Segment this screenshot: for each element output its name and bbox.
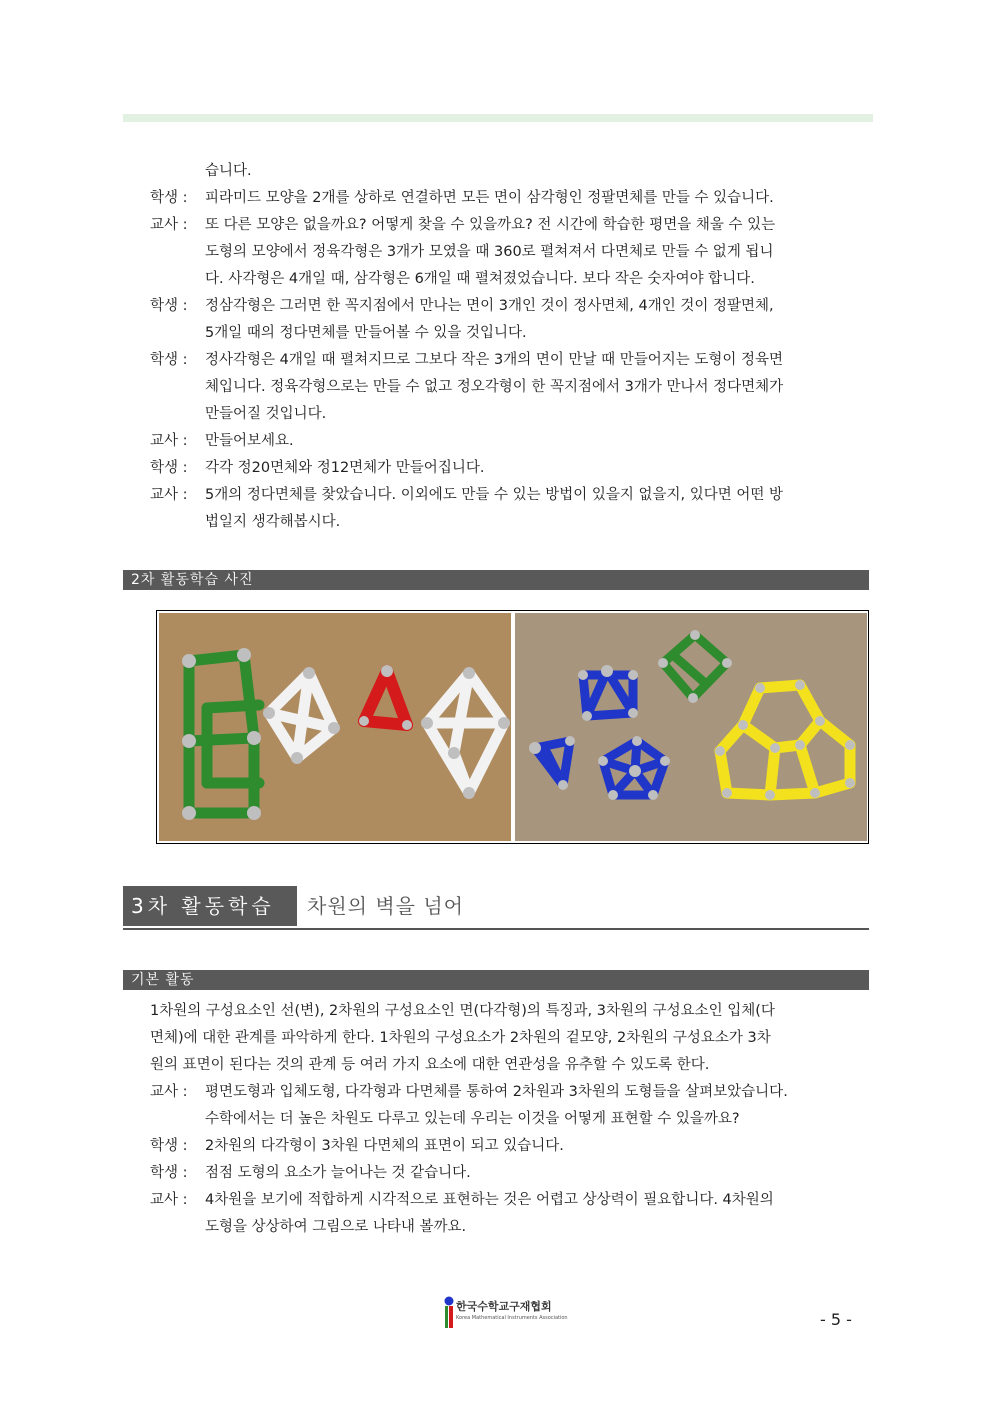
speaker-label: 교사 : bbox=[150, 1192, 188, 1208]
dialogue-text: 만들어보세요. bbox=[205, 433, 294, 449]
dialogue-line bbox=[150, 482, 874, 509]
dialogue-line bbox=[150, 1079, 874, 1106]
dialogue-text: 습니다. bbox=[205, 163, 252, 179]
dialogue-line bbox=[150, 266, 874, 293]
dialogue-line bbox=[150, 374, 874, 401]
speaker-label: 교사 : bbox=[150, 487, 188, 503]
speaker-label: 학생 : bbox=[150, 352, 188, 368]
speaker-label: 학생 : bbox=[150, 460, 188, 476]
intro-line: 면체)에 대한 관계를 파악하게 한다. 1차원의 구성요소가 2차원의 겉모양, 2차원의 구성요소가 3차 bbox=[150, 1030, 771, 1046]
dialogue-text: 수학에서는 더 높은 차원도 다루고 있는데 우리는 이것을 어떻게 표현할 수 있을까요? bbox=[205, 1111, 740, 1127]
dialogue-text: 피라미드 모양을 2개를 상하로 연결하면 모든 면이 삼각형인 정팔면체를 만들 수 있습니다. bbox=[205, 190, 774, 206]
section3-subtitle: 차원의 벽을 넘어 bbox=[307, 894, 464, 918]
dialogue-line bbox=[150, 401, 874, 428]
photo-polyhedra-1 bbox=[159, 613, 511, 841]
dialogue-text: 정사각형은 4개일 때 펼쳐지므로 그보다 작은 3개의 면이 만날 때 만들어지는 도형이 정육면 bbox=[205, 352, 784, 368]
dialogue-text: 4차원을 보기에 적합하게 시각적으로 표현하는 것은 어렵고 상상력이 필요합니다. 4차원의 bbox=[205, 1192, 774, 1208]
dialogue-line bbox=[150, 1214, 874, 1241]
dialogue-line bbox=[150, 428, 874, 455]
dialogue-block-1 bbox=[150, 158, 874, 536]
dialogue-text: 2차원의 다각형이 3차원 다면체의 표면이 되고 있습니다. bbox=[205, 1138, 564, 1154]
dialogue-text: 각각 정20면체와 정12면체가 만들어집니다. bbox=[205, 460, 485, 476]
association-logo bbox=[444, 1296, 568, 1332]
dialogue-line bbox=[150, 239, 874, 266]
speaker-label: 학생 : bbox=[150, 190, 188, 206]
dialogue-text: 도형의 모양에서 정육각형은 3개가 모였을 때 360로 펼쳐져서 다면체로 만들 수 없게 됩니 bbox=[205, 244, 774, 260]
dialogue-line bbox=[150, 320, 874, 347]
dialogue-line bbox=[150, 158, 874, 185]
logo-text: 한국수학교구재협회 bbox=[456, 1300, 552, 1313]
speaker-label: 교사 : bbox=[150, 433, 188, 449]
speaker-label: 교사 : bbox=[150, 1084, 188, 1100]
dialogue-text: 다. 사각형은 4개일 때, 삼각형은 6개일 때 펼쳐졌었습니다. 보다 작은 숫자여야 합니다. bbox=[205, 271, 755, 287]
section3-label: 3차 활동학습 bbox=[123, 886, 297, 926]
intro-line: 원의 표면이 된다는 것의 관계 등 여러 가지 요소에 대한 연관성을 유추할 수 있도록 한다. bbox=[150, 1057, 710, 1073]
dialogue-line bbox=[150, 1133, 874, 1160]
page-number: - 5 - bbox=[820, 1310, 852, 1329]
logo-mark-icon bbox=[444, 1296, 454, 1328]
dialogue-text: 평면도형과 입체도형, 다각형과 다면체를 통하여 2차원과 3차원의 도형들을 살펴보았습니다. bbox=[205, 1084, 788, 1100]
logo-subtext: Korea Mathematical Instruments Association bbox=[456, 1315, 568, 1321]
dialogue-text: 도형을 상상하여 그림으로 나타내 볼까요. bbox=[205, 1219, 467, 1235]
dialogue-text: 체입니다. 정육각형으로는 만들 수 없고 정오각형이 한 꼭지점에서 3개가 만나서 정다면체가 bbox=[205, 379, 784, 395]
dialogue-text: 5개일 때의 정다면체를 만들어볼 수 있을 것입니다. bbox=[205, 325, 527, 341]
dialogue-line bbox=[150, 1160, 874, 1187]
dialogue-line bbox=[150, 185, 874, 212]
dialogue-text: 정삼각형은 그러면 한 꼭지점에서 만나는 면이 3개인 것이 정사면체, 4개인 것이 정팔면체, bbox=[205, 298, 774, 314]
dialogue-line bbox=[150, 509, 874, 536]
speaker-label: 학생 : bbox=[150, 298, 188, 314]
section3-heading bbox=[123, 886, 869, 930]
dialogue-text: 점점 도형의 요소가 늘어나는 것 같습니다. bbox=[205, 1165, 471, 1181]
photo-section-title: 2차 활동학습 사진 bbox=[123, 570, 869, 590]
dialogue-text: 법일지 생각해봅시다. bbox=[205, 514, 341, 530]
dialogue-text: 만들어질 것입니다. bbox=[205, 406, 327, 422]
dialogue-block-2 bbox=[150, 998, 874, 1241]
dialogue-text: 5개의 정다면체를 찾았습니다. 이외에도 만들 수 있는 방법이 있을지 없을지, 있다면 어떤 방 bbox=[205, 487, 784, 503]
dialogue-line bbox=[150, 455, 874, 482]
speaker-label: 학생 : bbox=[150, 1138, 188, 1154]
intro-line: 1차원의 구성요소인 선(변), 2차원의 구성요소인 면(다각형)의 특징과, 3차원의 구성요소인 입체(다 bbox=[150, 1003, 775, 1019]
dialogue-line bbox=[150, 1187, 874, 1214]
speaker-label: 학생 : bbox=[150, 1165, 188, 1181]
dialogue-line bbox=[150, 347, 874, 374]
header-rule bbox=[123, 114, 873, 122]
dialogue-line bbox=[150, 293, 874, 320]
dialogue-line bbox=[150, 212, 874, 239]
dialogue-line bbox=[150, 1106, 874, 1133]
dialogue-text: 또 다른 모양은 없을까요? 어떻게 찾을 수 있을까요? 전 시간에 학습한 평면을 채울 수 있는 bbox=[205, 217, 776, 233]
photo-polyhedra-2 bbox=[515, 613, 867, 841]
activity-photos bbox=[156, 610, 869, 844]
basic-activity-title: 기본 활동 bbox=[123, 970, 869, 990]
speaker-label: 교사 : bbox=[150, 217, 188, 233]
